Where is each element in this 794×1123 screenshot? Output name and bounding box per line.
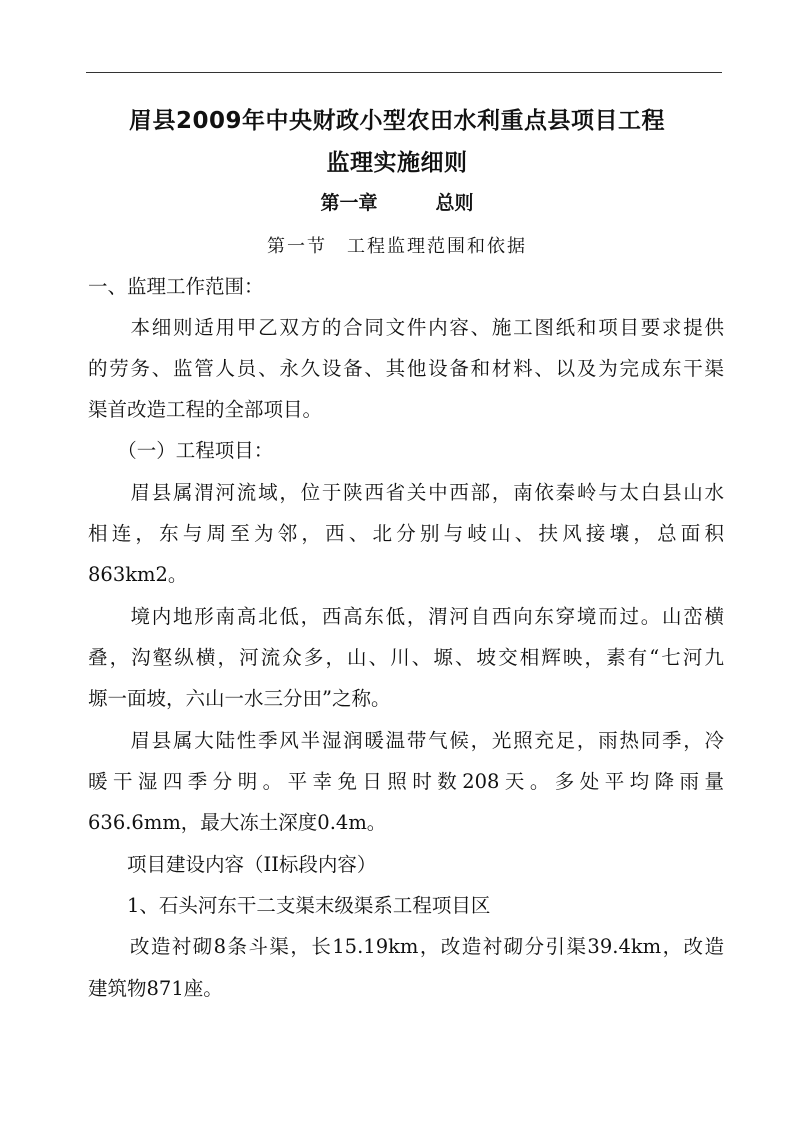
paragraph-line: 的劳务、监管人员、永久设备、其他设备和材料、以及为完成东干渠 — [88, 357, 724, 380]
document-title-line1: 眉县2009年中央财政小型农田水利重点县项目工程 — [128, 108, 665, 134]
section-title: 工程监理范围和依据 — [347, 236, 527, 257]
chapter-heading — [0, 188, 794, 215]
paragraph-line: 眉县属大陆性季风半湿润暖温带气候，光照充足，雨热同季，冷 — [88, 729, 724, 752]
paragraph-line: 636.6mm，最大冻土深度0.4m。 — [88, 811, 387, 834]
paragraph-line: 叠，沟壑纵横，河流众多，山、川、塬、坡交相辉映，素有“七河九 — [88, 646, 724, 669]
paragraph-line: 渠首改造工程的全部项目。 — [88, 398, 323, 421]
paragraph-line: 相连，东与周至为邻，西、北分别与岐山、扶风接壤，总面积 — [88, 522, 724, 545]
heading-scope: 一、监理工作范围： — [88, 275, 264, 298]
paragraph-line: 863km2。 — [88, 563, 188, 586]
chapter-number: 第一章 — [320, 192, 378, 214]
paragraph-line: 境内地形南高北低，西高东低，渭河自西向东穿境而过。山峦横 — [88, 605, 724, 628]
subheading-contents: 项目建设内容（II标段内容） — [88, 853, 377, 876]
chapter-title: 总则 — [435, 192, 474, 214]
paragraph-line: 建筑物871座。 — [88, 977, 223, 1000]
section-number: 第一节 — [267, 236, 327, 257]
paragraph-line: 眉县属渭河流域，位于陕西省关中西部，南依秦岭与太白县山水 — [88, 481, 724, 504]
header-rule — [86, 72, 722, 73]
subheading-project: （一）工程项目： — [88, 439, 274, 462]
paragraph-line: 塬一面坡，六山一水三分田”之称。 — [88, 687, 391, 710]
section-heading — [0, 232, 794, 258]
paragraph-line: 暖干湿四季分明。平幸免日照时数208天。多处平均降雨量 — [88, 770, 724, 793]
paragraph-line: 本细则适用甲乙双方的合同文件内容、施工图纸和项目要求提供 — [88, 316, 724, 339]
paragraph-line: 改造衬砌8条斗渠，长15.19km，改造衬砌分引渠39.4km，改造 — [88, 935, 724, 958]
document-title-line2: 监理实施细则 — [326, 150, 468, 176]
subheading-area: 1、石头河东干二支渠末级渠系工程项目区 — [88, 894, 491, 917]
